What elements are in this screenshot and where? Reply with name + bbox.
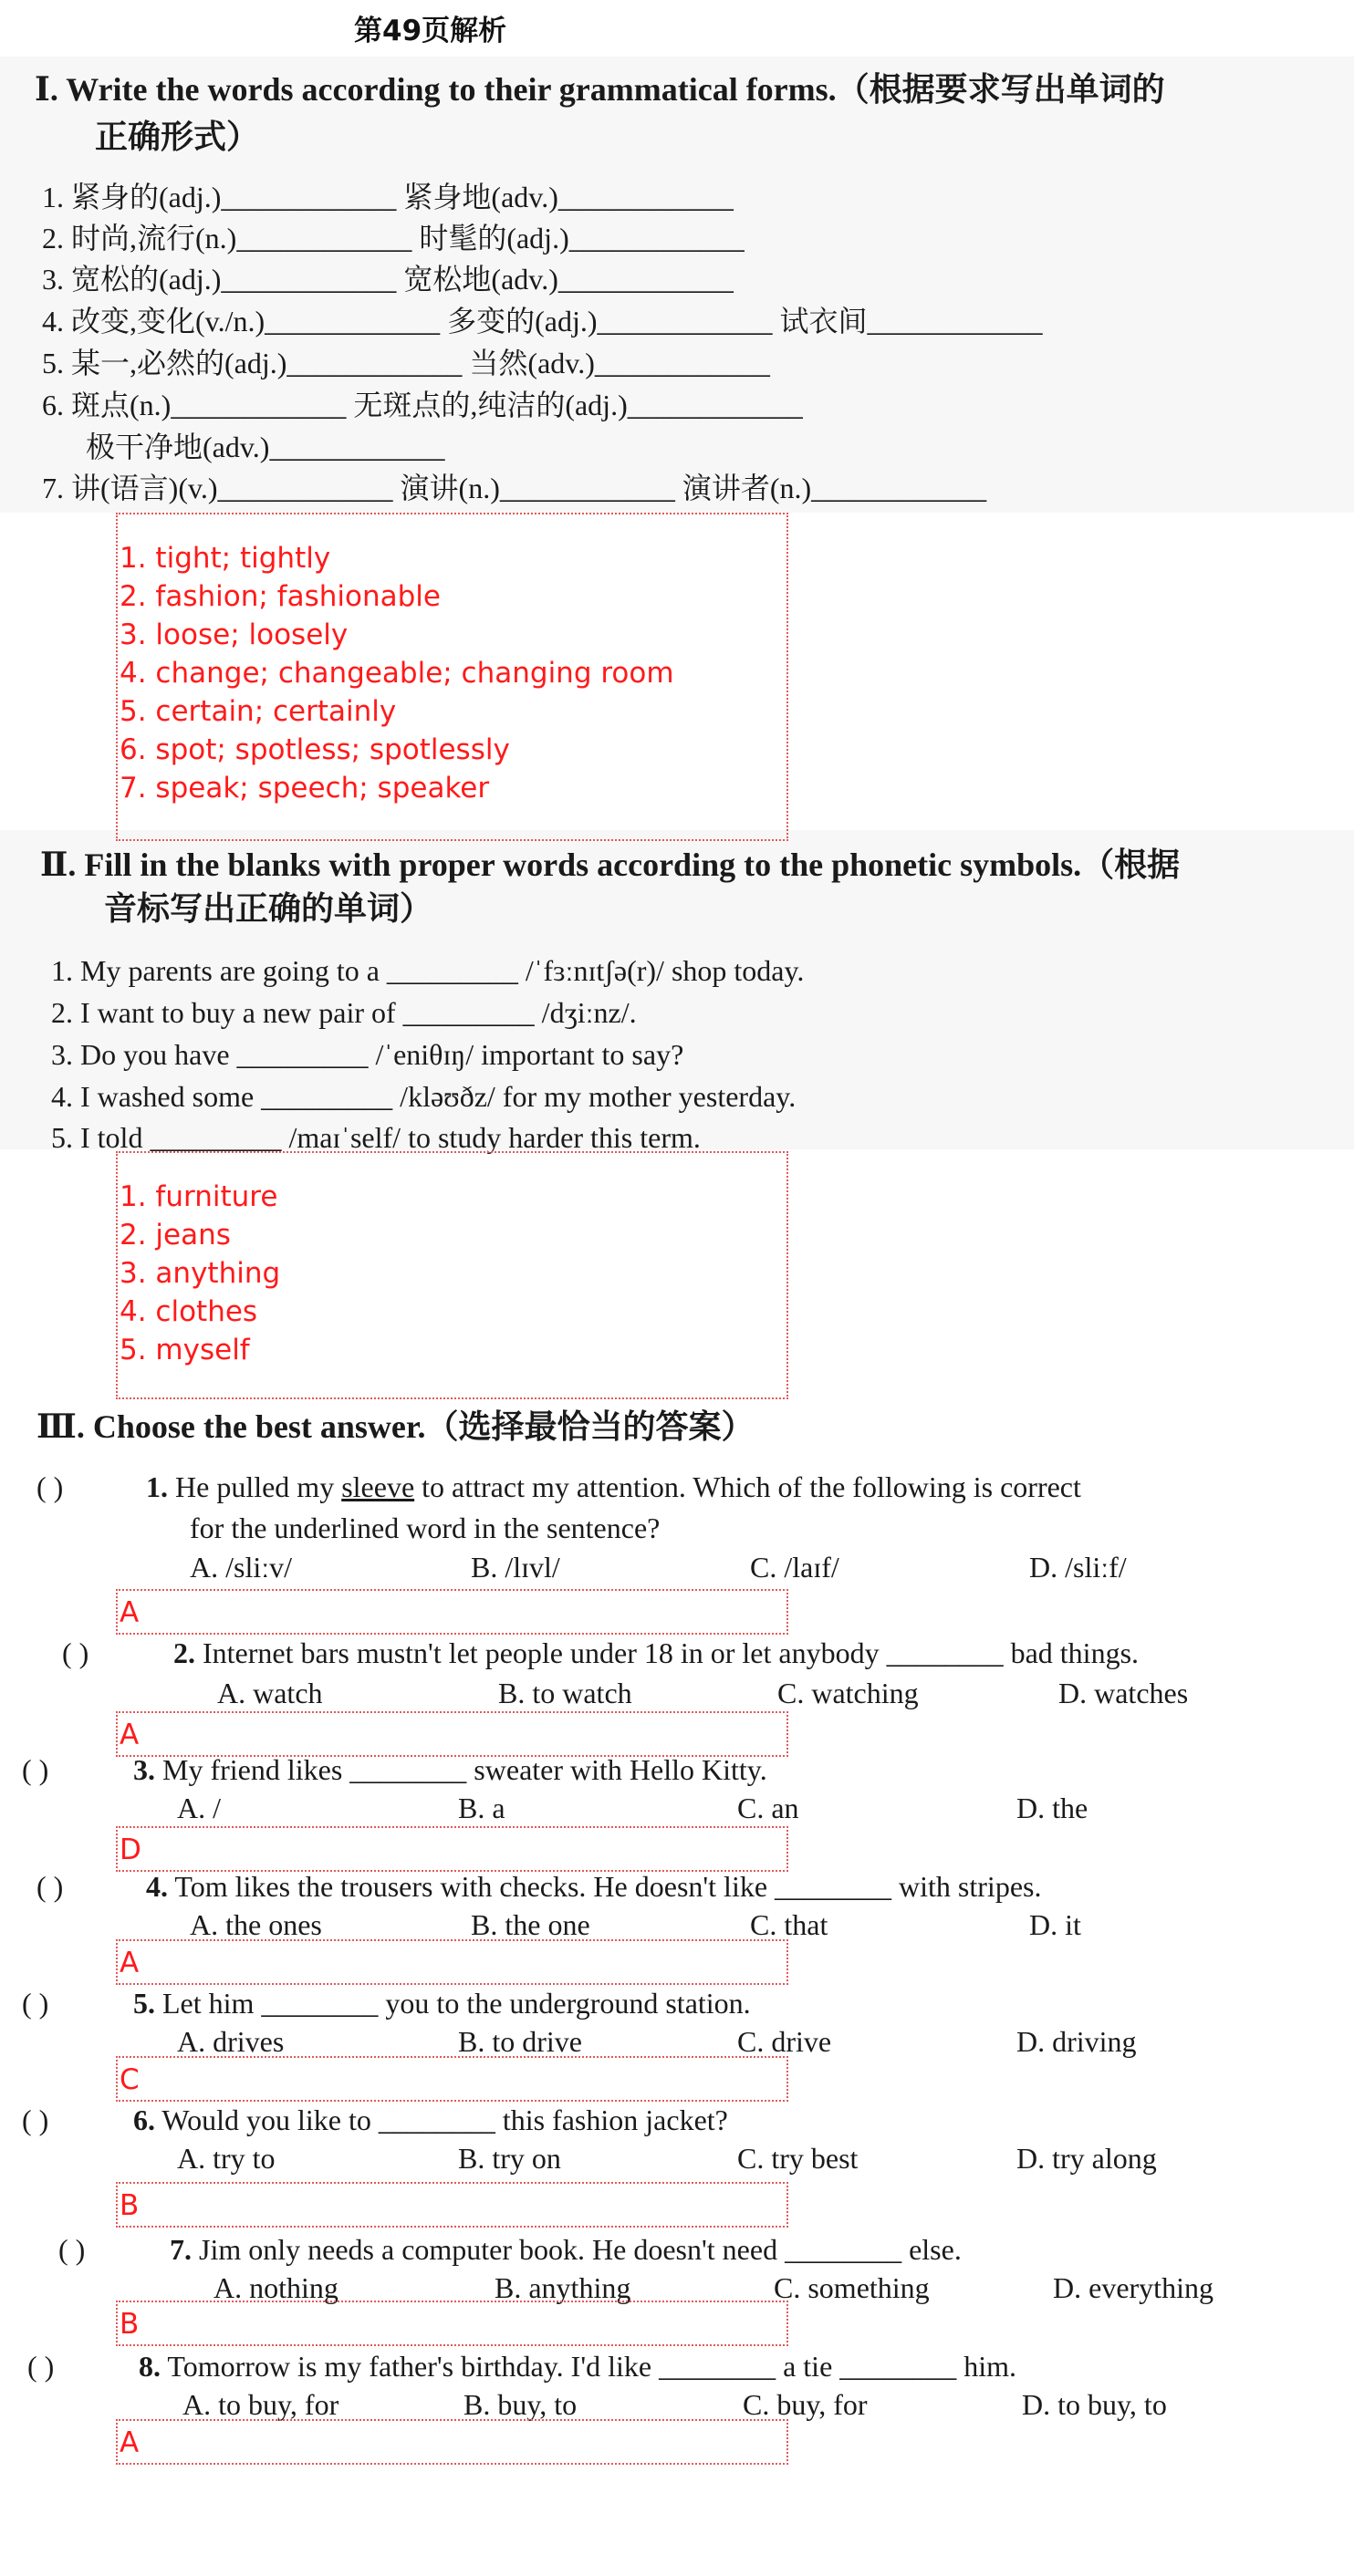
s1-item-7: 7. 讲(语言)(v.)____________ 演讲(n.)____________ 演讲者(n.)____________ [42,472,987,504]
q3-option-b: B. a [458,1792,505,1824]
s2-answer-1: 1. furniture [120,1180,278,1213]
q1-answer-box [116,1589,788,1635]
page-title: 第49页解析 [354,15,507,47]
q1-stem [146,1467,1081,1508]
s2-item-3: 3. Do you have _________ /ˈeniθɪŋ/ important to say? [51,1038,684,1071]
q8-option-b: B. buy, to [463,2388,578,2421]
q5-stem [133,1983,751,2024]
q5-option-d: D. driving [1016,2025,1137,2058]
section1-answer-box [116,513,788,841]
s2-item-4: 4. I washed some _________ /kləʊðz/ for my mother yesterday. [51,1080,797,1113]
q4-answer: A [120,1947,140,1979]
q2-option-a: A. watch [217,1677,323,1709]
s2-item-1: 1. My parents are going to a _________ /ˈfɜːnɪtʃə(r)/ shop today. [51,954,805,987]
s1-item-4: 4. 改变,变化(v./n.)____________ 多变的(adj.)____________ 试衣间____________ [42,305,1043,338]
q4-answer-paren: ( ) [36,1870,64,1903]
q6-answer-paren: ( ) [22,2103,49,2136]
q1-option-c: C. /laɪf/ [750,1551,839,1584]
q8-answer-box [116,2419,788,2465]
q3-stem [133,1750,767,1791]
s2-answer-4: 4. clothes [120,1295,258,1328]
s1-answer-4: 4. change; changeable; changing room [120,657,674,690]
q7-stem [170,2229,962,2270]
q3-option-a: A. / [177,1792,221,1824]
q6-number: 6. [133,2103,155,2136]
section3-heading: Ⅲ. Choose the best answer.（选择最恰当的答案） [36,1408,755,1445]
q8-text: Tomorrow is my father's birthday. I'd like ________ a tie ________ him. [167,2350,1017,2383]
q7-answer: B [120,2308,140,2341]
q5-option-b: B. to drive [458,2025,582,2058]
section1-heading: Ⅰ. Write the words according to their grammatical forms.（根据要求写出单词的 [35,71,1165,108]
q3-answer: D [120,1833,141,1866]
section2-heading: Ⅱ. Fill in the blanks with proper words according to the phonetic symbols.（根据 [40,847,1181,883]
s1-answer-1: 1. tight; tightly [120,542,331,575]
q6-answer: B [120,2189,140,2222]
q4-option-a: A. the ones [190,1908,322,1941]
s2-answer-3: 3. anything [120,1257,281,1290]
q7-option-d: D. everything [1053,2271,1213,2304]
q8-number: 8. [139,2350,161,2383]
q4-number: 4. [146,1870,168,1903]
q2-text: Internet bars mustn't let people under 18 in or let anybody ________ bad things. [203,1636,1140,1669]
q3-answer-paren: ( ) [22,1753,49,1786]
s2-answer-2: 2. jeans [120,1219,231,1252]
q7-answer-box [116,2301,788,2346]
q1-pre: He pulled my [175,1470,342,1503]
q5-option-c: C. drive [737,2025,832,2058]
s1-answer-7: 7. speak; speech; speaker [120,772,490,805]
q2-stem [173,1633,1139,1674]
q1-number: 1. [146,1470,168,1503]
q8-answer: A [120,2426,140,2459]
s2-answer-5: 5. myself [120,1334,250,1366]
q4-text: Tom likes the trousers with checks. He doesn't like ________ with stripes. [174,1870,1042,1903]
q8-option-c: C. buy, for [743,2388,868,2421]
q1-answer-paren: ( ) [36,1470,64,1503]
q2-option-d: D. watches [1058,1677,1189,1709]
q3-option-c: C. an [737,1792,799,1824]
q4-answer-box [116,1939,788,1985]
q4-stem [146,1866,1041,1907]
q6-option-a: A. try to [177,2142,276,2175]
q1-answer: A [120,1596,140,1629]
s1-item-1: 1. 紧身的(adj.)____________ 紧身地(adv.)____________ [42,181,734,213]
q1-post: to attract my attention. Which of the following is correct [414,1470,1081,1503]
s2-item-2: 2. I want to buy a new pair of _________ /dʒiːnz/. [51,996,637,1029]
q5-answer: C [120,2063,140,2096]
q6-answer-box [116,2182,788,2228]
q8-option-a: A. to buy, for [182,2388,339,2421]
s1-item-5: 5. 某一,必然的(adj.)____________ 当然(adv.)____________ [42,347,770,379]
q8-answer-paren: ( ) [27,2350,55,2383]
s1-answer-2: 2. fashion; fashionable [120,580,441,613]
q7-text: Jim only needs a computer book. He doesn't need ________ else. [199,2233,962,2266]
q5-answer-box [116,2056,788,2102]
q4-option-b: B. the one [471,1908,590,1941]
q1-option-b: B. /lɪvl/ [471,1551,560,1584]
q5-answer-paren: ( ) [22,1987,49,2020]
q5-number: 5. [133,1987,155,2020]
q8-stem [139,2346,1016,2387]
s1-item-6-cont: 极干净地(adv.)____________ [86,431,445,463]
q7-number: 7. [170,2233,192,2266]
q6-text: Would you like to ________ this fashion jacket? [161,2103,728,2136]
q4-option-c: C. that [750,1908,828,1941]
section2-answer-box [116,1151,788,1399]
q7-option-c: C. something [774,2271,930,2304]
q2-number: 2. [173,1636,195,1669]
s1-answer-3: 3. loose; loosely [120,618,349,651]
q6-stem [133,2100,728,2141]
q1-stem-cont: for the underlined word in the sentence? [190,1511,661,1544]
q2-option-b: B. to watch [498,1677,632,1709]
q1-underlined-word: sleeve [341,1470,415,1503]
q3-answer-box [116,1826,788,1872]
q6-option-c: C. try best [737,2142,859,2175]
s1-answer-5: 5. certain; certainly [120,695,397,728]
section2-heading-cont: 音标写出正确的单词） [104,890,433,927]
q7-option-b: B. anything [495,2271,631,2304]
s1-item-6: 6. 斑点(n.)____________ 无斑点的,纯洁的(adj.)____________ [42,389,803,421]
q5-option-a: A. drives [177,2025,285,2058]
section1-heading-cont: 正确形式） [95,119,260,155]
q7-option-a: A. nothing [214,2271,338,2304]
s1-item-2: 2. 时尚,流行(n.)____________ 时髦的(adj.)____________ [42,222,745,254]
q3-number: 3. [133,1753,155,1786]
q2-answer: A [120,1719,140,1751]
s2-item-5: 5. I told _________ /maɪˈself/ to study harder this term. [51,1121,701,1154]
q1-option-a: A. /sliːv/ [190,1551,293,1584]
q7-answer-paren: ( ) [58,2233,86,2266]
q2-option-c: C. watching [777,1677,919,1709]
q8-option-d: D. to buy, to [1022,2388,1167,2421]
q4-option-d: D. it [1029,1908,1081,1941]
q3-text: My friend likes ________ sweater with Hello Kitty. [162,1753,767,1786]
s1-answer-6: 6. spot; spotless; spotlessly [120,733,510,766]
q6-option-b: B. try on [458,2142,561,2175]
s1-item-3: 3. 宽松的(adj.)____________ 宽松地(adv.)____________ [42,263,734,296]
q6-option-d: D. try along [1016,2142,1157,2175]
q1-option-d: D. /sliːf/ [1029,1551,1127,1584]
q2-answer-paren: ( ) [62,1636,89,1669]
q5-text: Let him ________ you to the underground station. [162,1987,751,2020]
q3-option-d: D. the [1016,1792,1088,1824]
